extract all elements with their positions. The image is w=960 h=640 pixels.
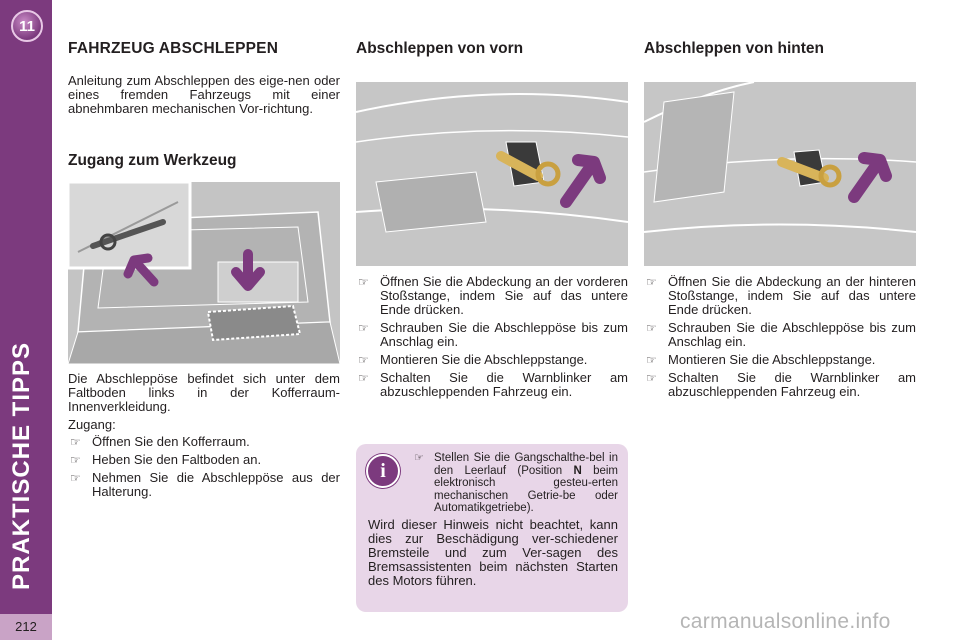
trunk-floor-photo (68, 182, 340, 364)
section-title: PRAKTISCHE TIPPS (8, 341, 35, 590)
list-item: ☞ Montieren Sie die Abschleppstange. (358, 352, 588, 367)
chapter-sidebar (0, 0, 52, 640)
pointing-hand-icon: ☞ (358, 275, 369, 289)
column-towing-intro (68, 40, 340, 169)
rear-towing-steps (644, 275, 916, 403)
list-item: ☞ Öffnen Sie den Kofferraum. (70, 434, 250, 449)
column-front-towing (356, 40, 628, 58)
pointing-hand-icon: ☞ (646, 371, 657, 385)
pointing-hand-icon: ☞ (646, 321, 657, 335)
rear-bumper-photo (644, 82, 916, 266)
info-icon: i (366, 454, 400, 488)
page-title: FAHRZEUG ABSCHLEPPEN (68, 40, 279, 57)
rear-towing-title: Abschleppen von hinten (644, 40, 824, 57)
trunk-illustration (68, 182, 340, 364)
pointing-hand-icon: ☞ (358, 371, 369, 385)
front-bumper-photo (356, 82, 628, 266)
list-item: ☞ Nehmen Sie die Abschleppöse aus der Halterung. (70, 470, 340, 499)
chapter-number-badge: 11 (11, 10, 43, 42)
access-label: Zugang: (68, 417, 116, 432)
front-bumper-illustration (356, 82, 628, 266)
pointing-hand-icon: ☞ (646, 353, 657, 367)
list-item: ☞ Öffnen Sie die Abdeckung an der hinteren Stoßstange, indem Sie auf das untere Ende drücken. (646, 274, 916, 317)
rear-bumper-illustration (644, 82, 916, 266)
list-item: ☞ Schalten Sie die Warnblinker am abzuschleppenden Fahrzeug ein. (646, 370, 916, 399)
page-number: 212 (15, 619, 37, 634)
list-item: ☞ Öffnen Sie die Abdeckung an der vorderen Stoßstange, indem Sie auf das untere Ende drücken. (358, 274, 628, 317)
pointing-hand-icon: ☞ (70, 435, 81, 449)
pointing-hand-icon: ☞ (358, 321, 369, 335)
front-steps-list (356, 275, 628, 399)
rear-steps-list (644, 275, 916, 399)
list-item: ☞ Schrauben Sie die Abschleppöse bis zum Anschlag ein. (646, 320, 916, 349)
watermark: carmanualsonline.info (680, 610, 891, 633)
pointing-hand-icon: ☞ (646, 275, 657, 289)
location-paragraph: Die Abschleppöse befindet sich unter dem Faltboden links in der Kofferraum-Innenverkleidung. (68, 371, 340, 414)
list-item: ☞ Schrauben Sie die Abschleppöse bis zum Anschlag ein. (358, 320, 628, 349)
info-bullet: ☞ Stellen Sie die Gangschalthe-bel in den Leerlauf (Position N beim elektronisch gesteu-erten mechanischen Getrie-be oder Automatikgetriebe). (414, 452, 618, 514)
pointing-hand-icon: ☞ (358, 353, 369, 367)
tool-access-title: Zugang zum Werkzeug (68, 152, 237, 169)
access-steps-list (68, 435, 340, 499)
intro-paragraph: Anleitung zum Abschleppen des eige-nen oder eines fremden Fahrzeugs mit einer abnehmbaren mechanischen Vor-richtung. (68, 73, 340, 116)
list-item: ☞ Montieren Sie die Abschleppstange. (646, 352, 876, 367)
list-item: ☞ Schalten Sie die Warnblinker am abzuschleppenden Fahrzeug ein. (358, 370, 628, 399)
pointing-hand-icon: ☞ (70, 471, 81, 485)
warning-text: Wird dieser Hinweis nicht beachtet, kann dies zur Beschädigung ver-schiedener Bremsteile und zum Ver-sagen des Bremsassistenten beim nächsten Starten des Motors führen. (368, 517, 618, 588)
front-towing-title: Abschleppen von vorn (356, 40, 524, 57)
front-towing-steps (356, 275, 628, 403)
pointing-hand-icon: ☞ (70, 453, 81, 467)
column-rear-towing (644, 40, 916, 58)
info-note-box (356, 444, 628, 612)
list-item: ☞ Heben Sie den Faltboden an. (70, 452, 262, 467)
tool-location-block (68, 372, 340, 503)
pointing-hand-icon: ☞ (414, 452, 424, 464)
